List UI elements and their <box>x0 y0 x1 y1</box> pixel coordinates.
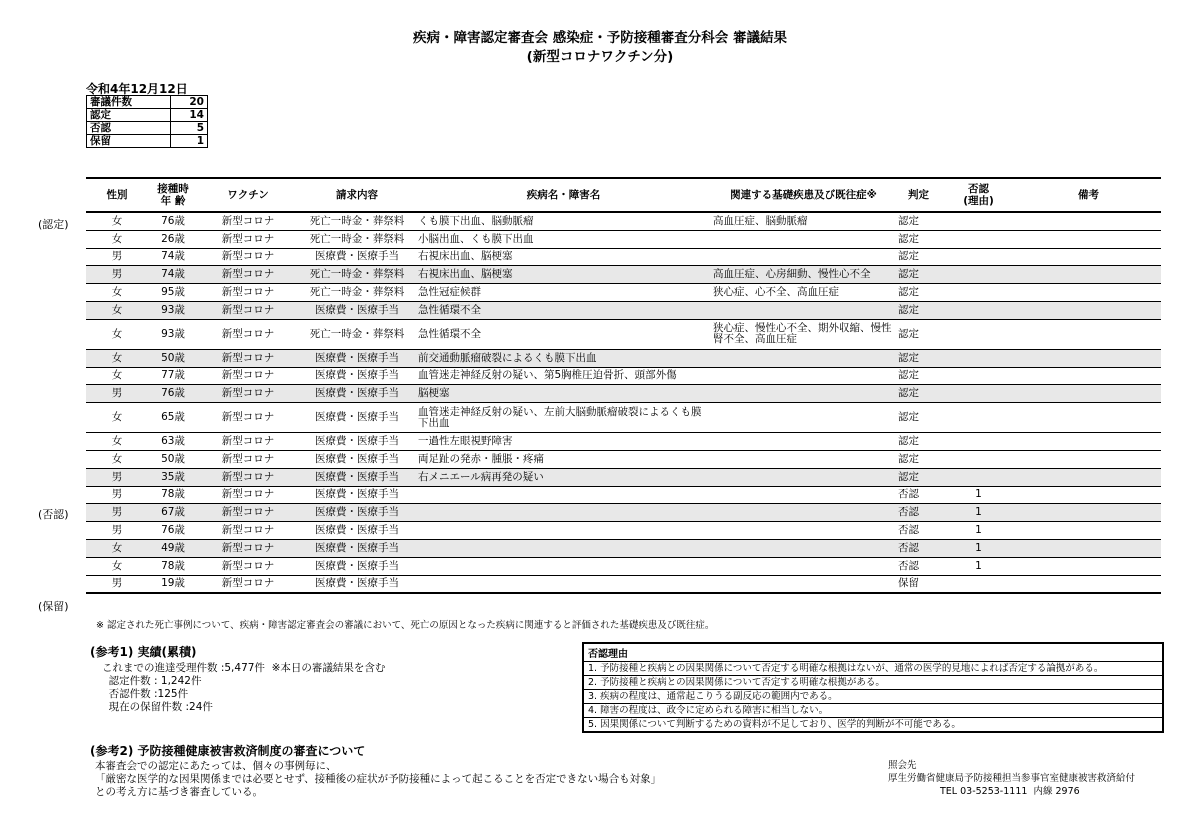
table-row <box>86 230 1161 248</box>
table-row <box>86 301 1161 319</box>
cell-judgment: 否認 <box>896 522 941 540</box>
table-row <box>86 385 1161 403</box>
cell-vaccine: 新型コロナ <box>198 248 298 266</box>
summary-row <box>87 96 208 109</box>
cell-claim: 医療費・医療手当 <box>298 450 416 468</box>
reference1-line: 否認件数 :125件 <box>102 688 189 700</box>
results-table <box>86 177 1161 594</box>
cell-claim: 死亡一時金・葬祭料 <box>298 319 416 349</box>
table-row <box>86 539 1161 557</box>
cell-reason: 1 <box>941 486 1016 504</box>
cell-judgment: 認定 <box>896 450 941 468</box>
cell-related <box>711 575 896 593</box>
cell-judgment: 認定 <box>896 433 941 451</box>
cell-reason <box>941 230 1016 248</box>
cell-remarks <box>1016 385 1161 403</box>
summary-row <box>87 122 208 135</box>
page-title: 疾病・障害認定審査会 感染症・予防接種審査分科会 審議結果 <box>413 30 787 46</box>
cell-remarks <box>1016 230 1161 248</box>
cell-judgment: 認定 <box>896 230 941 248</box>
cell-remarks <box>1016 539 1161 557</box>
cell-judgment: 認定 <box>896 468 941 486</box>
table-row <box>86 575 1161 593</box>
cell-sex: 男 <box>86 504 148 522</box>
cell-disease <box>416 539 711 557</box>
section-label-pending: (保留) <box>38 600 69 613</box>
cell-vaccine: 新型コロナ <box>198 468 298 486</box>
cell-judgment: 認定 <box>896 284 941 302</box>
cell-sex: 女 <box>86 450 148 468</box>
cell-reason: 1 <box>941 539 1016 557</box>
cell-remarks <box>1016 212 1161 230</box>
cell-remarks <box>1016 284 1161 302</box>
table-row <box>86 367 1161 385</box>
cell-related <box>711 367 896 385</box>
table-row <box>86 450 1161 468</box>
cell-sex: 女 <box>86 433 148 451</box>
cell-related <box>711 349 896 367</box>
cell-sex: 女 <box>86 284 148 302</box>
denial-reason-item: 5. 因果関係について判断するための資料が不足しており、医学的判断が不可能である。 <box>588 719 961 730</box>
cell-related <box>711 468 896 486</box>
cell-claim: 医療費・医療手当 <box>298 367 416 385</box>
reference1-title: (参考1) 実績(累積) <box>90 645 197 659</box>
cell-vaccine: 新型コロナ <box>198 450 298 468</box>
cell-reason <box>941 385 1016 403</box>
cell-disease: 一過性左眼視野障害 <box>416 433 711 451</box>
cell-disease: 右視床出血、脳梗塞 <box>416 266 711 284</box>
contact-label: 照会先 <box>888 760 917 771</box>
summary-row <box>87 109 208 122</box>
header-claim: 請求内容 <box>298 178 416 212</box>
table-row <box>86 486 1161 504</box>
cell-reason: 1 <box>941 522 1016 540</box>
cell-disease <box>416 504 711 522</box>
cell-claim: 死亡一時金・葬祭料 <box>298 230 416 248</box>
cell-vaccine: 新型コロナ <box>198 284 298 302</box>
cell-remarks <box>1016 248 1161 266</box>
cell-disease: 前交通動脈瘤破裂によるくも膜下出血 <box>416 349 711 367</box>
cell-age: 78歳 <box>148 557 198 575</box>
cell-disease <box>416 522 711 540</box>
header-related: 関連する基礎疾患及び既往症※ <box>711 178 896 212</box>
cell-sex: 女 <box>86 367 148 385</box>
cell-disease: 脳梗塞 <box>416 385 711 403</box>
cell-vaccine: 新型コロナ <box>198 230 298 248</box>
cell-disease: 血管迷走神経反射の疑い、左前大脳動脈瘤破裂によるくも膜下出血 <box>416 403 711 433</box>
cell-claim: 医療費・医療手当 <box>298 539 416 557</box>
cell-vaccine: 新型コロナ <box>198 266 298 284</box>
cell-disease: 急性循環不全 <box>416 319 711 349</box>
cell-judgment: 認定 <box>896 385 941 403</box>
cell-disease: くも膜下出血、脳動脈瘤 <box>416 212 711 230</box>
cell-remarks <box>1016 349 1161 367</box>
cell-age: 93歳 <box>148 301 198 319</box>
summary-label: 否認 <box>87 122 171 135</box>
header-disease: 疾病名・障害名 <box>416 178 711 212</box>
cell-remarks <box>1016 522 1161 540</box>
cell-disease: 右メニエール病再発の疑い <box>416 468 711 486</box>
denial-reason-item: 1. 予防接種と疾病との因果関係について否定する明確な根拠はないが、通常の医学的見地によれば否定する論拠がある。 <box>584 662 1162 676</box>
cell-vaccine: 新型コロナ <box>198 433 298 451</box>
cell-reason <box>941 575 1016 593</box>
cell-remarks <box>1016 433 1161 451</box>
cell-claim: 医療費・医療手当 <box>298 468 416 486</box>
cell-remarks <box>1016 575 1161 593</box>
contact-org: 厚生労働省健康局予防接種担当参事官室健康被害救済給付 <box>888 773 1136 784</box>
cell-disease: 右視床出血、脳梗塞 <box>416 248 711 266</box>
cell-judgment: 否認 <box>896 557 941 575</box>
cell-reason: 1 <box>941 557 1016 575</box>
cell-remarks <box>1016 319 1161 349</box>
cell-claim: 医療費・医療手当 <box>298 403 416 433</box>
cell-sex: 男 <box>86 468 148 486</box>
cell-judgment: 保留 <box>896 575 941 593</box>
cell-sex: 男 <box>86 385 148 403</box>
cell-judgment: 認定 <box>896 403 941 433</box>
cell-age: 63歳 <box>148 433 198 451</box>
cell-age: 76歳 <box>148 522 198 540</box>
cell-sex: 女 <box>86 557 148 575</box>
cell-judgment: 認定 <box>896 367 941 385</box>
cell-sex: 女 <box>86 230 148 248</box>
table-row <box>86 212 1161 230</box>
cell-vaccine: 新型コロナ <box>198 212 298 230</box>
cell-related <box>711 557 896 575</box>
cell-disease <box>416 557 711 575</box>
cell-claim: 医療費・医療手当 <box>298 557 416 575</box>
header-vaccine: ワクチン <box>198 178 298 212</box>
cell-claim: 医療費・医療手当 <box>298 385 416 403</box>
cell-disease: 両足趾の発赤・腫脹・疼痛 <box>416 450 711 468</box>
cell-disease: 急性循環不全 <box>416 301 711 319</box>
cell-related <box>711 539 896 557</box>
cell-disease: 血管迷走神経反射の疑い、第5胸椎圧迫骨折、頭部外傷 <box>416 367 711 385</box>
cell-remarks <box>1016 557 1161 575</box>
cell-sex: 女 <box>86 301 148 319</box>
cell-age: 76歳 <box>148 385 198 403</box>
summary-value: 14 <box>170 109 207 122</box>
section-label-denied: (否認) <box>38 508 69 521</box>
cell-reason <box>941 301 1016 319</box>
reference2-title: (参考2) 予防接種健康被害救済制度の審査について <box>90 744 366 758</box>
cell-age: 76歳 <box>148 212 198 230</box>
table-row <box>86 284 1161 302</box>
cell-related <box>711 230 896 248</box>
cell-sex: 女 <box>86 349 148 367</box>
cell-sex: 女 <box>86 212 148 230</box>
cell-age: 49歳 <box>148 539 198 557</box>
section-label-approved: (認定) <box>38 218 69 231</box>
cell-related: 狭心症、心不全、高血圧症 <box>711 284 896 302</box>
cell-reason <box>941 468 1016 486</box>
cell-reason <box>941 248 1016 266</box>
cell-judgment: 否認 <box>896 504 941 522</box>
cell-sex: 男 <box>86 575 148 593</box>
cell-related: 高血圧症、脳動脈瘤 <box>711 212 896 230</box>
cell-sex: 女 <box>86 319 148 349</box>
denial-reason-item: 3. 疾病の程度は、通常起こりうる副反応の範囲内である。 <box>584 690 1162 704</box>
table-row <box>86 248 1161 266</box>
review-date: 令和4年12月12日 <box>86 82 188 96</box>
cell-age: 65歳 <box>148 403 198 433</box>
table-header-row <box>86 178 1161 212</box>
cell-vaccine: 新型コロナ <box>198 385 298 403</box>
cell-age: 95歳 <box>148 284 198 302</box>
cell-related <box>711 450 896 468</box>
cell-reason <box>941 450 1016 468</box>
denial-reason-item: 4. 障害の程度は、政令に定められる障害に相当しない。 <box>584 704 1162 718</box>
cell-reason <box>941 433 1016 451</box>
cell-judgment: 認定 <box>896 248 941 266</box>
cell-judgment: 認定 <box>896 301 941 319</box>
table-row <box>86 504 1161 522</box>
cell-disease: 急性冠症候群 <box>416 284 711 302</box>
cell-sex: 女 <box>86 539 148 557</box>
cell-claim: 死亡一時金・葬祭料 <box>298 212 416 230</box>
denial-reason-item: 2. 予防接種と疾病との因果関係について否定する明確な根拠がある。 <box>584 676 1162 690</box>
cell-age: 93歳 <box>148 319 198 349</box>
cell-judgment: 認定 <box>896 266 941 284</box>
cell-age: 77歳 <box>148 367 198 385</box>
cell-reason <box>941 403 1016 433</box>
denial-reasons-title: 否認理由 <box>584 644 1162 662</box>
cell-remarks <box>1016 504 1161 522</box>
cell-claim: 医療費・医療手当 <box>298 301 416 319</box>
cell-remarks <box>1016 468 1161 486</box>
table-row <box>86 266 1161 284</box>
table-row <box>86 319 1161 349</box>
table-row <box>86 433 1161 451</box>
page-subtitle: (新型コロナワクチン分) <box>526 49 674 65</box>
cell-reason <box>941 284 1016 302</box>
summary-label: 審議件数 <box>87 96 171 109</box>
cell-sex: 男 <box>86 248 148 266</box>
cell-claim: 医療費・医療手当 <box>298 349 416 367</box>
reference1-line: これまでの進達受理件数 :5,477件 ※本日の審議結果を含む <box>102 662 386 674</box>
cell-age: 74歳 <box>148 248 198 266</box>
cell-related <box>711 522 896 540</box>
denial-reasons-box <box>582 642 1164 733</box>
cell-sex: 女 <box>86 403 148 433</box>
cell-disease: 小脳出血、くも膜下出血 <box>416 230 711 248</box>
cell-related <box>711 301 896 319</box>
header-judgment: 判定 <box>896 178 941 212</box>
cell-vaccine: 新型コロナ <box>198 575 298 593</box>
cell-related <box>711 433 896 451</box>
header-reason: 否認 (理由) <box>941 178 1016 212</box>
cell-disease <box>416 575 711 593</box>
cell-age: 50歳 <box>148 450 198 468</box>
cell-disease <box>416 486 711 504</box>
cell-remarks <box>1016 403 1161 433</box>
cell-vaccine: 新型コロナ <box>198 504 298 522</box>
cell-age: 67歳 <box>148 504 198 522</box>
cell-age: 50歳 <box>148 349 198 367</box>
cell-related <box>711 403 896 433</box>
reference2-line: との考え方に基づき審査している。 <box>95 786 263 798</box>
footnote: ※ 認定された死亡事例について、疾病・障害認定審査会の審議において、死亡の原因となった疾病に関連すると評価された基礎疾患及び既往症。 <box>96 620 715 631</box>
reference1-line: 現在の保留件数 :24件 <box>102 701 213 713</box>
summary-value: 1 <box>170 135 207 148</box>
cell-claim: 医療費・医療手当 <box>298 248 416 266</box>
cell-related <box>711 504 896 522</box>
cell-age: 74歳 <box>148 266 198 284</box>
table-row <box>86 522 1161 540</box>
table-row <box>86 468 1161 486</box>
table-row <box>86 403 1161 433</box>
cell-related <box>711 486 896 504</box>
cell-remarks <box>1016 266 1161 284</box>
cell-claim: 医療費・医療手当 <box>298 504 416 522</box>
cell-age: 78歳 <box>148 486 198 504</box>
reference2-line: 「厳密な医学的な因果関係までは必要とせず、接種後の症状が予防接種によって起こることを否定できない場合も対象」 <box>95 773 662 785</box>
cell-remarks <box>1016 450 1161 468</box>
cell-judgment: 認定 <box>896 212 941 230</box>
reference2-line: 本審査会での認定にあたっては、個々の事例毎に、 <box>95 760 337 772</box>
cell-reason <box>941 367 1016 385</box>
cell-related <box>711 385 896 403</box>
cell-related: 狭心症、慢性心不全、期外収縮、慢性腎不全、高血圧症 <box>711 319 896 349</box>
cell-claim: 医療費・医療手当 <box>298 486 416 504</box>
cell-judgment: 認定 <box>896 349 941 367</box>
table-row <box>86 349 1161 367</box>
cell-age: 35歳 <box>148 468 198 486</box>
cell-judgment: 認定 <box>896 319 941 349</box>
reference1-line: 認定件数 : 1,242件 <box>102 675 202 687</box>
summary-row <box>87 135 208 148</box>
cell-related: 高血圧症、心房細動、慢性心不全 <box>711 266 896 284</box>
contact-tel: TEL 03-5253-1111 内線 2976 <box>940 786 1080 797</box>
summary-value: 5 <box>170 122 207 135</box>
cell-judgment: 否認 <box>896 486 941 504</box>
cell-vaccine: 新型コロナ <box>198 403 298 433</box>
cell-age: 26歳 <box>148 230 198 248</box>
cell-claim: 死亡一時金・葬祭料 <box>298 284 416 302</box>
cell-remarks <box>1016 301 1161 319</box>
cell-vaccine: 新型コロナ <box>198 319 298 349</box>
cell-vaccine: 新型コロナ <box>198 557 298 575</box>
cell-age: 19歳 <box>148 575 198 593</box>
cell-vaccine: 新型コロナ <box>198 367 298 385</box>
cell-remarks <box>1016 367 1161 385</box>
cell-vaccine: 新型コロナ <box>198 539 298 557</box>
cell-sex: 男 <box>86 522 148 540</box>
cell-judgment: 否認 <box>896 539 941 557</box>
cell-vaccine: 新型コロナ <box>198 301 298 319</box>
cell-vaccine: 新型コロナ <box>198 349 298 367</box>
summary-value: 20 <box>170 96 207 109</box>
summary-label: 認定 <box>87 109 171 122</box>
cell-reason <box>941 212 1016 230</box>
cell-sex: 男 <box>86 266 148 284</box>
header-age: 接種時 年 齢 <box>148 178 198 212</box>
summary-table <box>86 95 208 148</box>
cell-related <box>711 248 896 266</box>
cell-reason <box>941 319 1016 349</box>
cell-reason <box>941 266 1016 284</box>
cell-sex: 男 <box>86 486 148 504</box>
cell-claim: 死亡一時金・葬祭料 <box>298 266 416 284</box>
cell-claim: 医療費・医療手当 <box>298 575 416 593</box>
cell-reason: 1 <box>941 504 1016 522</box>
table-row <box>86 557 1161 575</box>
cell-vaccine: 新型コロナ <box>198 486 298 504</box>
header-sex: 性別 <box>86 178 148 212</box>
header-remarks: 備考 <box>1016 178 1161 212</box>
cell-claim: 医療費・医療手当 <box>298 522 416 540</box>
cell-claim: 医療費・医療手当 <box>298 433 416 451</box>
cell-remarks <box>1016 486 1161 504</box>
cell-vaccine: 新型コロナ <box>198 522 298 540</box>
cell-reason <box>941 349 1016 367</box>
summary-label: 保留 <box>87 135 171 148</box>
